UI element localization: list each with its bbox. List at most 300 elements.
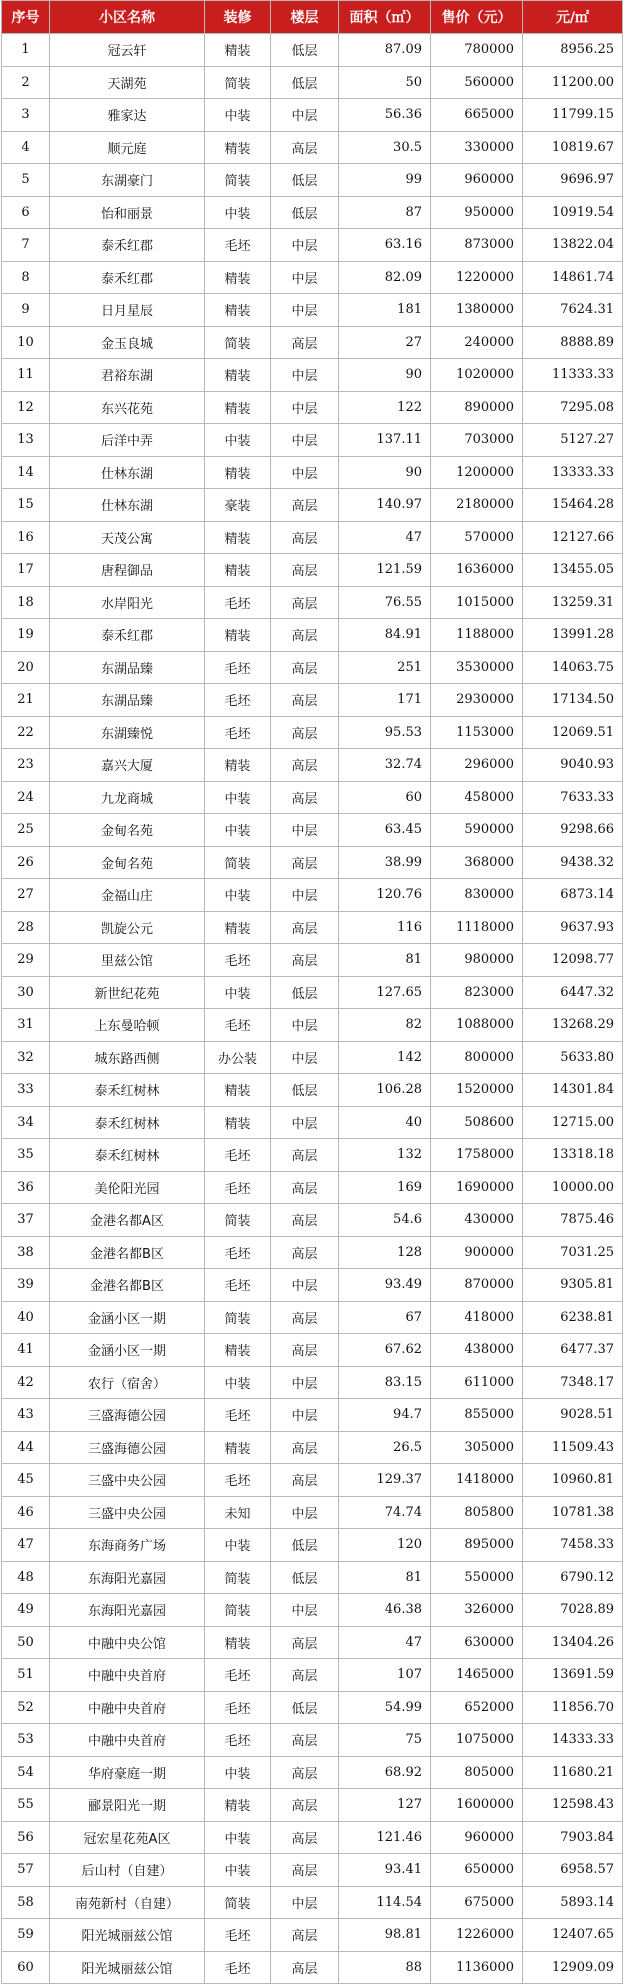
cell-index: 9 [2,294,50,327]
cell-area: 63.45 [339,814,431,847]
cell-floor: 高层 [271,716,339,749]
cell-index: 58 [2,1886,50,1919]
cell-unit-price: 13455.05 [523,554,623,587]
cell-community: 君裕东湖 [50,359,205,392]
cell-floor: 高层 [271,1821,339,1854]
cell-index: 22 [2,716,50,749]
table-row [2,1366,623,1399]
cell-area: 120.76 [339,879,431,912]
cell-area: 30.5 [339,131,431,164]
cell-area: 88 [339,1951,431,1984]
table-row [2,196,623,229]
cell-area: 106.28 [339,1074,431,1107]
cell-price: 900000 [431,1236,523,1269]
cell-index: 11 [2,359,50,392]
table-row [2,944,623,977]
cell-price: 430000 [431,1204,523,1237]
cell-price: 1136000 [431,1951,523,1984]
cell-unit-price: 10960.81 [523,1464,623,1497]
cell-floor: 高层 [271,781,339,814]
cell-decoration: 简装 [205,1561,271,1594]
cell-unit-price: 11333.33 [523,359,623,392]
cell-community: 农行（宿舍） [50,1366,205,1399]
cell-unit-price: 8888.89 [523,326,623,359]
cell-index: 59 [2,1919,50,1952]
cell-decoration: 精装 [205,1106,271,1139]
table-row [2,1236,623,1269]
cell-price: 438000 [431,1334,523,1367]
cell-floor: 中层 [271,879,339,912]
table-row [2,424,623,457]
table-row [2,489,623,522]
cell-community: 华府豪庭一期 [50,1756,205,1789]
cell-price: 330000 [431,131,523,164]
cell-community: 金玉良城 [50,326,205,359]
cell-decoration: 精装 [205,521,271,554]
cell-decoration: 中装 [205,879,271,912]
cell-area: 127.65 [339,976,431,1009]
cell-price: 1200000 [431,456,523,489]
cell-area: 93.41 [339,1854,431,1887]
cell-floor: 中层 [271,99,339,132]
cell-decoration: 简装 [205,1594,271,1627]
cell-community: 天湖苑 [50,66,205,99]
table-row [2,1626,623,1659]
cell-community: 日月星辰 [50,294,205,327]
cell-area: 93.49 [339,1269,431,1302]
header-community: 小区名称 [50,1,205,34]
cell-community: 东海阳光嘉园 [50,1561,205,1594]
cell-community: 阳光城丽兹公馆 [50,1951,205,1984]
cell-area: 181 [339,294,431,327]
table-row [2,1431,623,1464]
cell-decoration: 精装 [205,1334,271,1367]
cell-area: 87.09 [339,34,431,67]
cell-decoration: 中装 [205,1366,271,1399]
cell-area: 76.55 [339,586,431,619]
table-row [2,1821,623,1854]
cell-index: 48 [2,1561,50,1594]
cell-area: 54.99 [339,1691,431,1724]
cell-floor: 中层 [271,229,339,262]
cell-area: 54.6 [339,1204,431,1237]
table-row [2,1204,623,1237]
cell-price: 1465000 [431,1659,523,1692]
cell-price: 1118000 [431,911,523,944]
cell-price: 1153000 [431,716,523,749]
cell-price: 418000 [431,1301,523,1334]
header-price: 售价（元） [431,1,523,34]
cell-area: 116 [339,911,431,944]
cell-unit-price: 10919.54 [523,196,623,229]
table-row [2,1659,623,1692]
cell-floor: 中层 [271,456,339,489]
cell-community: 仕林东湖 [50,456,205,489]
cell-decoration: 精装 [205,1074,271,1107]
cell-floor: 高层 [271,846,339,879]
cell-community: 东湖臻悦 [50,716,205,749]
cell-unit-price: 12715.00 [523,1106,623,1139]
cell-index: 13 [2,424,50,457]
table-row [2,619,623,652]
cell-index: 33 [2,1074,50,1107]
cell-floor: 低层 [271,164,339,197]
table-row [2,1074,623,1107]
cell-price: 560000 [431,66,523,99]
cell-community: 中融中央公馆 [50,1626,205,1659]
cell-decoration: 简装 [205,1886,271,1919]
cell-decoration: 毛坯 [205,1919,271,1952]
cell-unit-price: 14861.74 [523,261,623,294]
header-decoration: 装修 [205,1,271,34]
cell-price: 296000 [431,749,523,782]
table-row [2,749,623,782]
cell-price: 1520000 [431,1074,523,1107]
cell-area: 137.11 [339,424,431,457]
cell-index: 4 [2,131,50,164]
cell-floor: 中层 [271,424,339,457]
cell-price: 570000 [431,521,523,554]
cell-area: 140.97 [339,489,431,522]
cell-price: 1020000 [431,359,523,392]
cell-decoration: 精装 [205,1431,271,1464]
cell-floor: 高层 [271,1204,339,1237]
cell-index: 19 [2,619,50,652]
cell-index: 54 [2,1756,50,1789]
cell-unit-price: 13691.59 [523,1659,623,1692]
table-row [2,391,623,424]
table-row [2,1919,623,1952]
cell-unit-price: 7903.84 [523,1821,623,1854]
cell-area: 38.99 [339,846,431,879]
cell-area: 27 [339,326,431,359]
table-row [2,1334,623,1367]
cell-floor: 中层 [271,1886,339,1919]
cell-community: 泰禾红郡 [50,261,205,294]
cell-price: 1088000 [431,1009,523,1042]
cell-index: 35 [2,1139,50,1172]
cell-index: 51 [2,1659,50,1692]
cell-index: 53 [2,1724,50,1757]
table-row [2,229,623,262]
cell-community: 金港名都A区 [50,1204,205,1237]
cell-decoration: 精装 [205,34,271,67]
cell-decoration: 中装 [205,99,271,132]
cell-community: 东海商务广场 [50,1529,205,1562]
cell-index: 37 [2,1204,50,1237]
cell-community: 怡和丽景 [50,196,205,229]
cell-community: 金涵小区一期 [50,1334,205,1367]
cell-index: 42 [2,1366,50,1399]
cell-price: 1220000 [431,261,523,294]
header-area: 面积（㎡） [339,1,431,34]
cell-floor: 低层 [271,34,339,67]
cell-decoration: 未知 [205,1496,271,1529]
cell-community: 仕林东湖 [50,489,205,522]
cell-community: 东海阳光嘉园 [50,1594,205,1627]
cell-floor: 高层 [271,1919,339,1952]
cell-unit-price: 10781.38 [523,1496,623,1529]
table-row [2,1529,623,1562]
cell-community: 中融中央首府 [50,1691,205,1724]
cell-index: 32 [2,1041,50,1074]
cell-decoration: 精装 [205,619,271,652]
cell-decoration: 毛坯 [205,651,271,684]
table-row [2,651,623,684]
cell-price: 703000 [431,424,523,457]
cell-area: 32.74 [339,749,431,782]
cell-floor: 高层 [271,131,339,164]
cell-floor: 低层 [271,1529,339,1562]
cell-decoration: 毛坯 [205,1691,271,1724]
cell-index: 43 [2,1399,50,1432]
cell-unit-price: 7348.17 [523,1366,623,1399]
cell-price: 630000 [431,1626,523,1659]
cell-unit-price: 17134.50 [523,684,623,717]
cell-decoration: 毛坯 [205,1464,271,1497]
table-row [2,456,623,489]
cell-floor: 高层 [271,1659,339,1692]
cell-decoration: 简装 [205,66,271,99]
header-row [2,1,623,34]
cell-community: 三盛海德公园 [50,1399,205,1432]
cell-index: 45 [2,1464,50,1497]
cell-community: 泰禾红树林 [50,1106,205,1139]
cell-area: 40 [339,1106,431,1139]
cell-floor: 中层 [271,261,339,294]
cell-area: 90 [339,359,431,392]
cell-community: 三盛海德公园 [50,1431,205,1464]
cell-unit-price: 6958.57 [523,1854,623,1887]
cell-community: 里兹公馆 [50,944,205,977]
cell-community: 东湖豪门 [50,164,205,197]
cell-unit-price: 7295.08 [523,391,623,424]
cell-floor: 高层 [271,1464,339,1497]
cell-community: 嘉兴大厦 [50,749,205,782]
cell-index: 31 [2,1009,50,1042]
cell-decoration: 中装 [205,814,271,847]
cell-floor: 中层 [271,1041,339,1074]
cell-area: 81 [339,944,431,977]
cell-index: 49 [2,1594,50,1627]
cell-floor: 高层 [271,1789,339,1822]
cell-floor: 高层 [271,586,339,619]
cell-area: 83.15 [339,1366,431,1399]
table-row [2,326,623,359]
cell-area: 67.62 [339,1334,431,1367]
cell-index: 20 [2,651,50,684]
cell-floor: 低层 [271,1561,339,1594]
cell-unit-price: 13268.29 [523,1009,623,1042]
cell-price: 870000 [431,1269,523,1302]
table-row [2,1301,623,1334]
cell-floor: 中层 [271,1106,339,1139]
cell-decoration: 毛坯 [205,1724,271,1757]
cell-index: 14 [2,456,50,489]
cell-index: 17 [2,554,50,587]
cell-index: 41 [2,1334,50,1367]
cell-area: 127 [339,1789,431,1822]
cell-index: 1 [2,34,50,67]
cell-unit-price: 13318.18 [523,1139,623,1172]
cell-unit-price: 12069.51 [523,716,623,749]
cell-floor: 高层 [271,521,339,554]
cell-index: 47 [2,1529,50,1562]
cell-floor: 高层 [271,326,339,359]
table-row [2,521,623,554]
cell-unit-price: 10000.00 [523,1171,623,1204]
table-row [2,846,623,879]
table-row [2,34,623,67]
cell-unit-price: 5127.27 [523,424,623,457]
cell-area: 90 [339,456,431,489]
cell-index: 60 [2,1951,50,1984]
table-row [2,879,623,912]
cell-floor: 低层 [271,1074,339,1107]
cell-community: 泰禾红树林 [50,1074,205,1107]
cell-community: 后山村（自建） [50,1854,205,1887]
cell-index: 2 [2,66,50,99]
cell-community: 天茂公寓 [50,521,205,554]
cell-area: 132 [339,1139,431,1172]
cell-community: 郦景阳光一期 [50,1789,205,1822]
table-row [2,1789,623,1822]
cell-price: 652000 [431,1691,523,1724]
cell-unit-price: 9028.51 [523,1399,623,1432]
cell-index: 34 [2,1106,50,1139]
cell-floor: 中层 [271,1594,339,1627]
cell-area: 60 [339,781,431,814]
cell-unit-price: 6790.12 [523,1561,623,1594]
cell-decoration: 简装 [205,326,271,359]
cell-decoration: 中装 [205,781,271,814]
table-row [2,1756,623,1789]
cell-decoration: 中装 [205,424,271,457]
cell-community: 泰禾红郡 [50,619,205,652]
cell-price: 1690000 [431,1171,523,1204]
table-row [2,1399,623,1432]
cell-floor: 高层 [271,1236,339,1269]
cell-decoration: 毛坯 [205,1009,271,1042]
cell-index: 23 [2,749,50,782]
cell-decoration: 精装 [205,261,271,294]
cell-area: 63.16 [339,229,431,262]
cell-unit-price: 14301.84 [523,1074,623,1107]
cell-decoration: 毛坯 [205,586,271,619]
cell-price: 1015000 [431,586,523,619]
cell-price: 1636000 [431,554,523,587]
cell-unit-price: 6447.32 [523,976,623,1009]
cell-index: 6 [2,196,50,229]
cell-community: 后洋中弄 [50,424,205,457]
cell-unit-price: 15464.28 [523,489,623,522]
table-row [2,294,623,327]
cell-decoration: 精装 [205,554,271,587]
cell-unit-price: 12909.09 [523,1951,623,1984]
cell-index: 12 [2,391,50,424]
table-row [2,131,623,164]
cell-unit-price: 7031.25 [523,1236,623,1269]
cell-unit-price: 12098.77 [523,944,623,977]
table-row [2,1139,623,1172]
cell-floor: 高层 [271,1756,339,1789]
table-row [2,164,623,197]
cell-area: 128 [339,1236,431,1269]
cell-decoration: 中装 [205,976,271,1009]
cell-area: 129.37 [339,1464,431,1497]
cell-index: 16 [2,521,50,554]
cell-index: 36 [2,1171,50,1204]
table-row [2,1171,623,1204]
cell-community: 雅家达 [50,99,205,132]
cell-decoration: 毛坯 [205,1269,271,1302]
listing-table [1,0,623,1984]
cell-price: 611000 [431,1366,523,1399]
cell-price: 305000 [431,1431,523,1464]
cell-unit-price: 7028.89 [523,1594,623,1627]
cell-index: 21 [2,684,50,717]
cell-community: 东湖品臻 [50,684,205,717]
cell-decoration: 精装 [205,294,271,327]
cell-decoration: 精装 [205,1789,271,1822]
cell-index: 55 [2,1789,50,1822]
table-row [2,684,623,717]
cell-price: 1758000 [431,1139,523,1172]
cell-price: 823000 [431,976,523,1009]
cell-area: 142 [339,1041,431,1074]
cell-floor: 低层 [271,976,339,1009]
cell-area: 99 [339,164,431,197]
cell-price: 2180000 [431,489,523,522]
cell-community: 顺元庭 [50,131,205,164]
cell-unit-price: 14063.75 [523,651,623,684]
cell-unit-price: 9040.93 [523,749,623,782]
cell-index: 52 [2,1691,50,1724]
cell-price: 508600 [431,1106,523,1139]
cell-unit-price: 11799.15 [523,99,623,132]
cell-community: 金甸名苑 [50,814,205,847]
cell-unit-price: 5633.80 [523,1041,623,1074]
cell-floor: 中层 [271,814,339,847]
cell-community: 金甸名苑 [50,846,205,879]
cell-index: 38 [2,1236,50,1269]
cell-price: 3530000 [431,651,523,684]
cell-community: 泰禾红树林 [50,1139,205,1172]
cell-floor: 高层 [271,1951,339,1984]
cell-community: 唐程御品 [50,554,205,587]
cell-area: 121.46 [339,1821,431,1854]
cell-community: 中融中央首府 [50,1659,205,1692]
cell-unit-price: 9305.81 [523,1269,623,1302]
cell-unit-price: 11680.21 [523,1756,623,1789]
cell-price: 800000 [431,1041,523,1074]
cell-community: 三盛中央公园 [50,1496,205,1529]
cell-community: 金港名都B区 [50,1269,205,1302]
cell-index: 3 [2,99,50,132]
cell-floor: 低层 [271,66,339,99]
cell-unit-price: 8956.25 [523,34,623,67]
cell-community: 南苑新村（自建） [50,1886,205,1919]
cell-area: 98.81 [339,1919,431,1952]
cell-unit-price: 12127.66 [523,521,623,554]
cell-area: 47 [339,1626,431,1659]
cell-unit-price: 14333.33 [523,1724,623,1757]
cell-floor: 低层 [271,196,339,229]
cell-area: 50 [339,66,431,99]
cell-area: 26.5 [339,1431,431,1464]
cell-floor: 高层 [271,554,339,587]
cell-index: 40 [2,1301,50,1334]
